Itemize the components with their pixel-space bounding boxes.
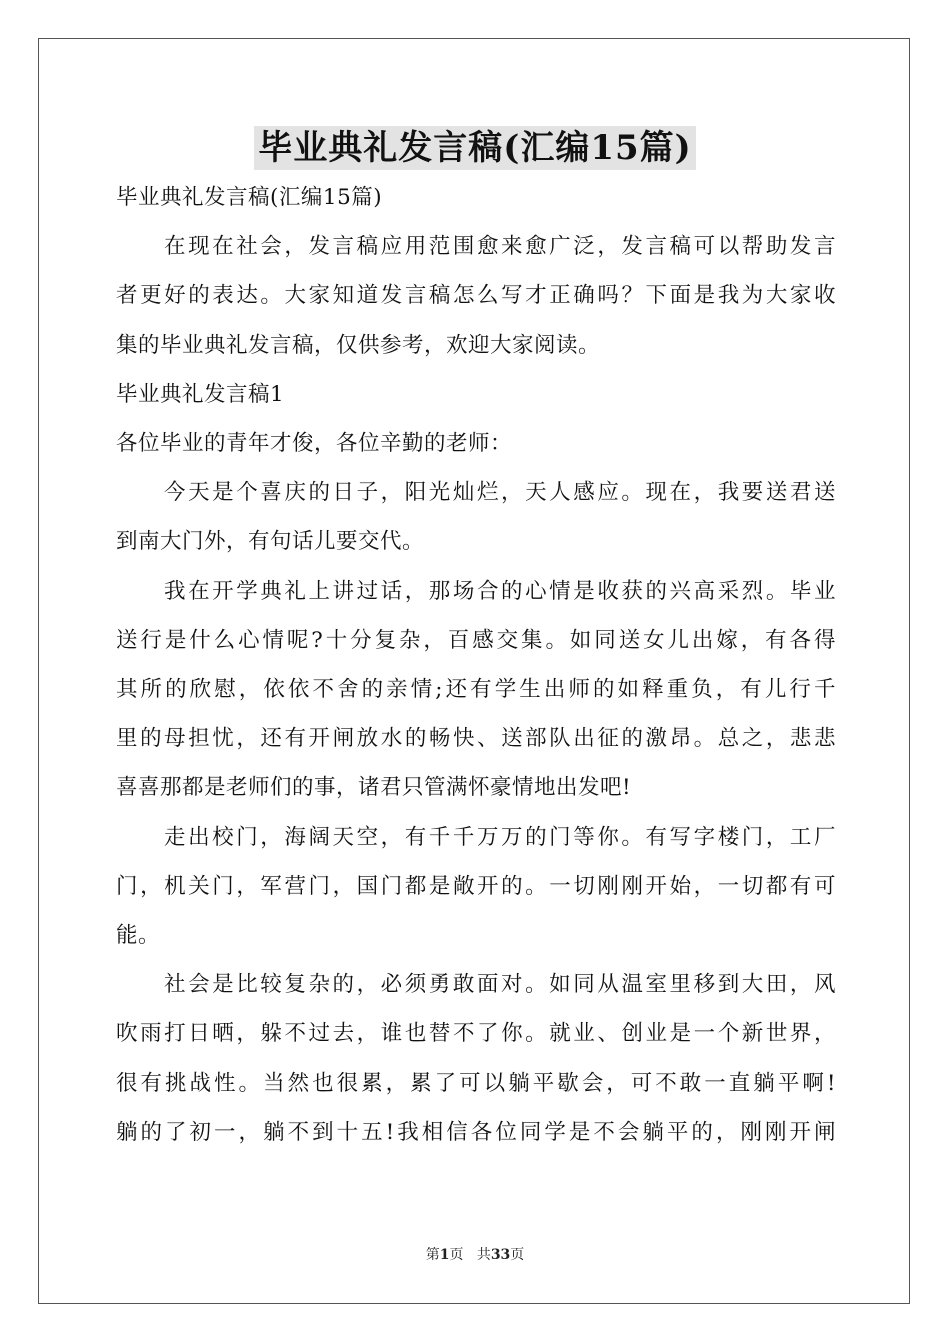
- text-line: 社会是比较复杂的，必须勇敢面对。如同从温室里移到大田，风: [164, 972, 836, 998]
- total-suffix: 页: [510, 1247, 525, 1263]
- total-prefix: 共: [476, 1247, 491, 1263]
- page-suffix: 页: [449, 1247, 464, 1263]
- document-body: [116, 173, 836, 1157]
- text-line: 毕业典礼发言稿(汇编15篇): [116, 185, 383, 210]
- text-line: 者更好的表达。大家知道发言稿怎么写才正确吗？下面是我为大家收: [116, 283, 836, 309]
- page-footer: [0, 1245, 950, 1265]
- text-line: 里的母担忧，还有开闸放水的畅快、送部队出征的激昂。总之，悲悲: [116, 726, 836, 752]
- text-line: 其所的欣慰，依依不舍的亲情;还有学生出师的如释重负，有儿行千: [116, 677, 836, 703]
- text-line: 喜喜那都是老师们的事，诸君只管满怀豪情地出发吧!: [116, 775, 632, 801]
- text-line: 送行是什么心情呢?十分复杂，百感交集。如同送女儿出嫁，有各得: [116, 627, 836, 653]
- text-line: 到南大门外，有句话儿要交代。: [116, 529, 425, 555]
- text-line: 门，机关门，军营门，国门都是敞开的。一切刚刚开始，一切都有可: [116, 873, 836, 899]
- text-line: 我在开学典礼上讲过话，那场合的心情是收获的兴高采烈。毕业: [164, 578, 836, 604]
- text-line: 毕业典礼发言稿1: [116, 381, 285, 407]
- text-line: 集的毕业典礼发言稿，仅供参考，欢迎大家阅读。: [116, 332, 601, 358]
- text-line: 在现在社会，发言稿应用范围愈来愈广泛，发言稿可以帮助发言: [164, 234, 836, 260]
- text-line: 今天是个喜庆的日子，阳光灿烂，天人感应。现在，我要送君送: [164, 480, 836, 506]
- page-prefix: 第: [425, 1247, 440, 1263]
- total-pages: 33: [490, 1247, 511, 1263]
- page-number: 1: [439, 1247, 450, 1263]
- text-line: 很有挑战性。当然也很累，累了可以躺平歇会，可不敢一直躺平啊!: [116, 1070, 836, 1096]
- text-line: 各位毕业的青年才俊，各位辛勤的老师：: [116, 431, 513, 457]
- document-title: 毕业典礼发言稿(汇编15篇): [254, 126, 696, 170]
- text-line: 能。: [116, 923, 161, 949]
- text-line: 走出校门，海阔天空，有千千万万的门等你。有写字楼门，工厂: [164, 824, 836, 850]
- text-line: 躺的了初一，躺不到十五!我相信各位同学是不会躺平的，刚刚开闸: [116, 1119, 836, 1145]
- text-line: 吹雨打日晒，躲不过去，谁也替不了你。就业、创业是一个新世界，: [116, 1021, 836, 1047]
- title-container: [0, 126, 950, 170]
